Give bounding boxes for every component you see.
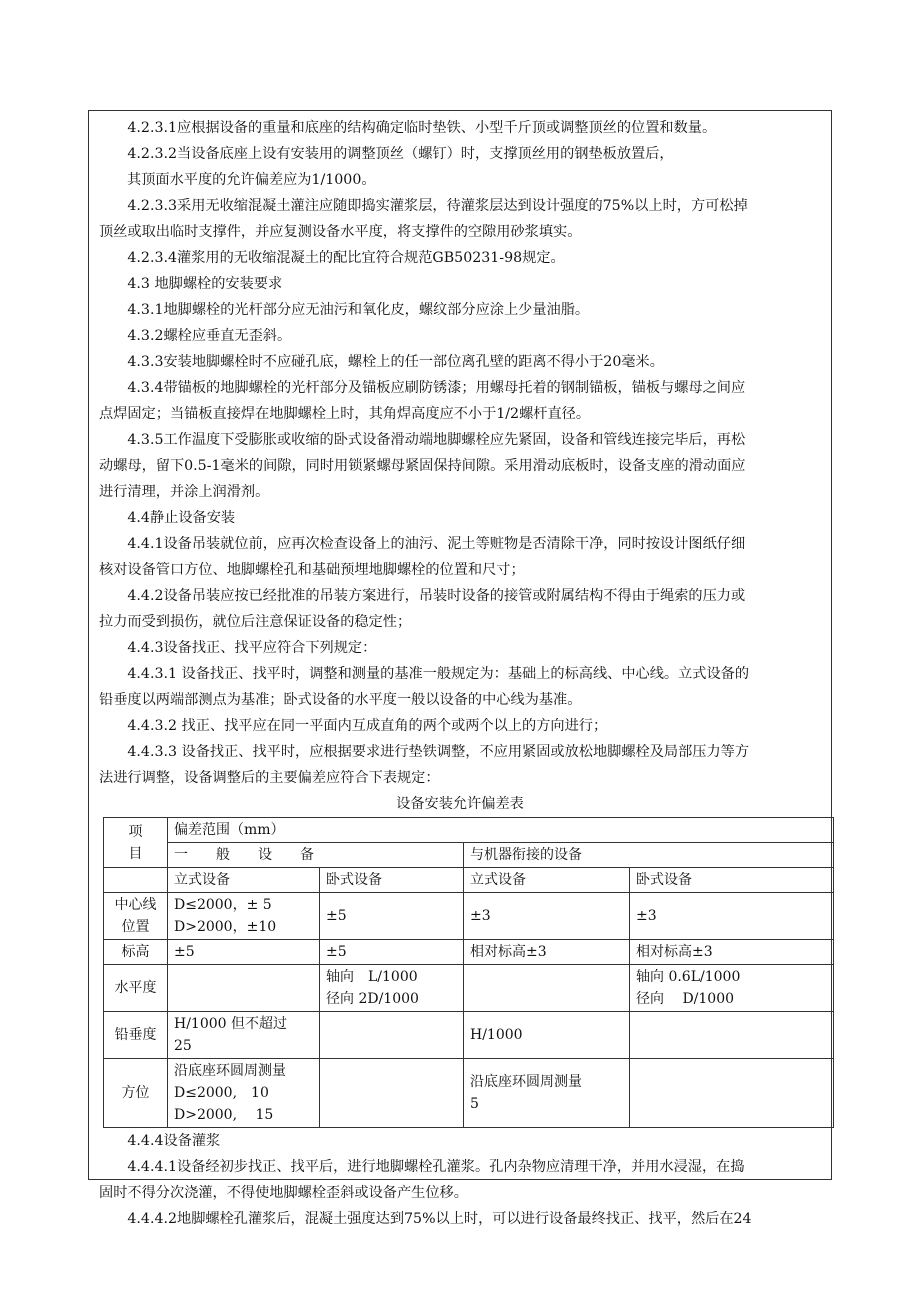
table-cell: ±5 xyxy=(320,940,464,965)
sub-header: 立式设备 xyxy=(464,868,630,893)
table-cell: H/1000 但不超过 25 xyxy=(168,1012,320,1059)
header-item: 项 目 xyxy=(104,818,168,868)
header-machine: 与机器衔接的设备 xyxy=(464,843,834,868)
para-4-4-3-3-cont: 法进行调整，设备调整后的主要偏差应符合下表规定： xyxy=(99,770,440,786)
para-4-2-3-2-cont: 其顶面水平度的允许偏差应为1/1000。 xyxy=(127,172,376,188)
table-cell xyxy=(464,965,630,1012)
table-row xyxy=(104,1012,834,1059)
para-4-2-3-3-cont: 顶丝或取出临时支撑件，并应复测设备水平度，将支撑件的空隙用砂浆填实。 xyxy=(99,224,582,240)
para-4-3-5-cont: 动螺母，留下0.5-1毫米的间隙，同时用锁紧螺母紧固保持间隙。采用滑动底板时，设备支座的滑动面应 xyxy=(99,458,746,474)
para-4-4-4-2: 4.4.4.2地脚螺栓孔灌浆后，混凝土强度达到75%以上时，可以进行设备最终找正、找平，然后在24 xyxy=(127,1211,752,1227)
table-row xyxy=(104,893,834,940)
sub-header: 立式设备 xyxy=(168,868,320,893)
sub-header: 卧式设备 xyxy=(630,868,834,893)
header-general: 一 般 设 备 xyxy=(168,843,464,868)
para-4-3-4-cont: 点焊固定；当锚板直接焊在地脚螺栓上时，其角焊高度应不小于1/2螺杆直径。 xyxy=(99,406,591,422)
tolerance-table xyxy=(103,817,834,1128)
row-item: 中心线 位置 xyxy=(104,893,168,940)
table-cell: ±5 xyxy=(320,893,464,940)
para-4-3-5-cont2: 进行清理，并涂上润滑剂。 xyxy=(99,484,270,500)
table-cell xyxy=(630,1012,834,1059)
para-4-4-3-1: 4.4.3.1 设备找正、找平时，调整和测量的基准一般规定为：基础上的标高线、中心线。立式设备的 xyxy=(127,666,750,682)
table-cell: H/1000 xyxy=(464,1012,630,1059)
para-4-4-1-cont: 核对设备管口方位、地脚螺栓孔和基础预埋地脚螺栓的位置和尺寸； xyxy=(99,562,525,578)
heading-4-3: 4.3 地脚螺栓的安装要求 xyxy=(127,276,283,292)
row-item: 方位 xyxy=(104,1059,168,1128)
table-cell: 沿底座环圆周测量 5 xyxy=(464,1059,630,1128)
table-cell: ±3 xyxy=(464,893,630,940)
table-row xyxy=(104,965,834,1012)
para-4-2-3-1: 4.2.3.1应根据设备的重量和底座的结构确定临时垫铁、小型千斤顶或调整顶丝的位置和数量。 xyxy=(127,120,717,136)
table-sub-row xyxy=(104,868,834,893)
table-cell: 沿底座环圆周测量 D≤2000, 10 D>2000, 15 xyxy=(168,1059,320,1128)
table-cell: 轴向 0.6L/1000 径向 D/1000 xyxy=(630,965,834,1012)
header-empty xyxy=(104,868,168,893)
table-header-row xyxy=(104,818,834,843)
para-4-2-3-3: 4.2.3.3采用无收缩混凝土灌注应随即捣实灌浆层，待灌浆层达到设计强度的75%以上时，方可松掉 xyxy=(127,198,748,214)
para-4-3-3: 4.3.3安装地脚螺栓时不应碰孔底，螺栓上的任一部位离孔壁的距离不得小于20毫米。 xyxy=(127,354,664,370)
table-cell xyxy=(630,1059,834,1128)
para-4-4-3-2: 4.4.3.2 找正、找平应在同一平面内互成直角的两个或两个以上的方向进行； xyxy=(127,718,608,734)
table-cell: 相对标高±3 xyxy=(464,940,630,965)
para-4-4-2: 4.4.2设备吊装应按已经批准的吊装方案进行，吊装时设备的接管或附属结构不得由于绳索的压力或 xyxy=(127,588,746,604)
para-4-4-4-1-cont: 固时不得分次浇灌，不得使地脚螺栓歪斜或设备产生位移。 xyxy=(99,1185,468,1201)
para-4-3-5: 4.3.5工作温度下受膨胀或收缩的卧式设备滑动端地脚螺栓应先紧固，设备和管线连接完毕后，再松 xyxy=(127,432,746,448)
table-cell: 轴向 L/1000 径向 2D/1000 xyxy=(320,965,464,1012)
para-4-2-3-4: 4.2.3.4灌浆用的无收缩混凝土的配比宜符合规范GB50231-98规定。 xyxy=(127,250,565,266)
table-cell: ±5 xyxy=(168,940,320,965)
document-body xyxy=(89,111,831,1232)
row-item: 铅垂度 xyxy=(104,1012,168,1059)
para-4-3-4: 4.3.4带锚板的地脚螺栓的光杆部分及锚板应刷防锈漆；用螺母托着的钢制锚板，锚板与螺母之间应 xyxy=(127,380,746,396)
para-4-4-3: 4.4.3设备找正、找平应符合下列规定： xyxy=(127,640,377,656)
para-4-4-4: 4.4.4设备灌浆 xyxy=(127,1133,221,1149)
para-4-4-1: 4.4.1设备吊装就位前，应再次检查设备上的油污、泥土等赃物是否清除干净，同时按设计图纸仔细 xyxy=(127,536,746,552)
sub-header: 卧式设备 xyxy=(320,868,464,893)
table-cell xyxy=(320,1012,464,1059)
header-range: 偏差范围（mm） xyxy=(168,818,834,843)
table-cell xyxy=(168,965,320,1012)
table-cell: D≤2000，± 5 D>2000，±10 xyxy=(168,893,320,940)
para-4-4-3-3: 4.4.3.3 设备找正、找平时，应根据要求进行垫铁调整，不应用紧固或放松地脚螺栓及局部压力等方 xyxy=(127,744,750,760)
table-cell: ±3 xyxy=(630,893,834,940)
document-frame xyxy=(88,110,832,1227)
para-4-3-1: 4.3.1地脚螺栓的光杆部分应无油污和氧化皮，螺纹部分应涂上少量油脂。 xyxy=(127,302,590,318)
para-4-3-2: 4.3.2螺栓应垂直无歪斜。 xyxy=(127,328,292,344)
table-row xyxy=(104,940,834,965)
table-cell: 相对标高±3 xyxy=(630,940,834,965)
para-4-4-4-1: 4.4.4.1设备经初步找正、找平后，进行地脚螺栓孔灌浆。孔内杂物应清理干净，并用水浸湿，在捣 xyxy=(127,1159,745,1175)
table-caption: 设备安装允许偏差表 xyxy=(396,796,524,812)
table-cell xyxy=(320,1059,464,1128)
heading-4-4: 4.4静止设备安装 xyxy=(127,510,236,526)
para-4-4-3-1-cont: 铅垂度以两端部测点为基准；卧式设备的水平度一般以设备的中心线为基准。 xyxy=(99,692,582,708)
row-item: 水平度 xyxy=(104,965,168,1012)
para-4-2-3-2: 4.2.3.2当设备底座上设有安装用的调整顶丝（螺钉）时，支撑顶丝用的钢垫板放置后， xyxy=(127,146,674,162)
row-item: 标高 xyxy=(104,940,168,965)
table-group-row xyxy=(104,843,834,868)
table-row xyxy=(104,1059,834,1128)
para-4-4-2-cont: 拉力而受到损伤，就位后注意保证设备的稳定性； xyxy=(99,614,412,630)
